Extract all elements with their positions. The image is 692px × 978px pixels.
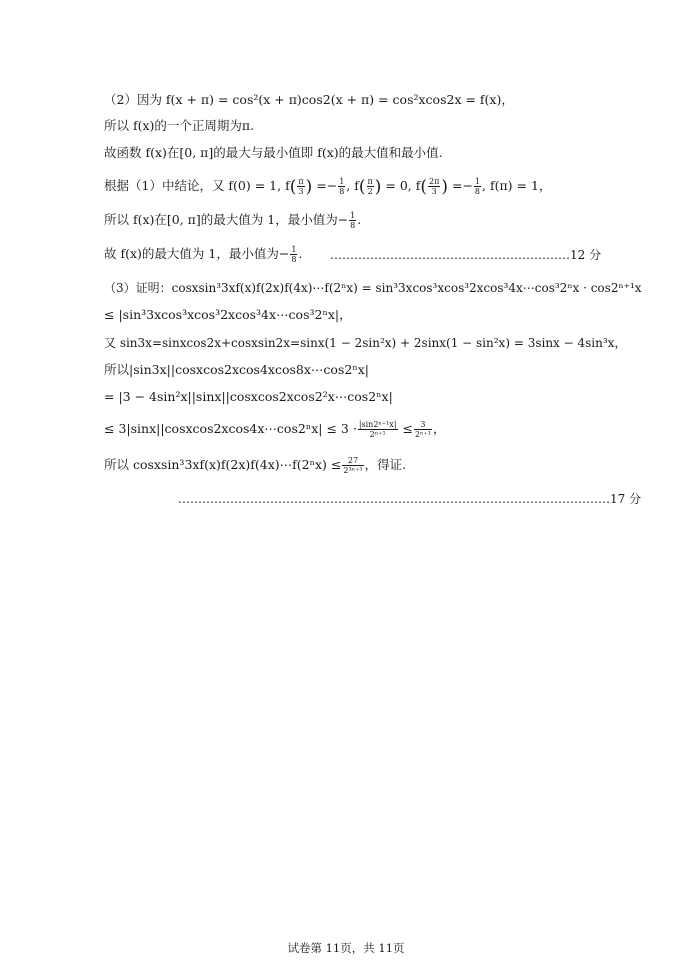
fraction: $\frac{27}{\text{2³ⁿ⁺³}}$	[343, 456, 363, 475]
line-6: 故 f(x)的最大值为 1，最小值为− $\frac{1}{8}$ .	[104, 245, 303, 264]
fraction: $\frac{\text{|sin2ⁿ⁺¹x|}}{\text{2ⁿ⁺¹}}$	[358, 420, 397, 439]
fraction: $\frac{1}{8}$	[339, 177, 345, 196]
score-17: ………………………………………………………………………………………………17 分	[178, 492, 642, 506]
fraction: $\frac{1}{8}$	[350, 211, 356, 230]
line-13: 所以 cosxsin³3xf(x)f(2x)f(4x)⋯f(2ⁿx) ≤ $\frac{27}{\text{2³ⁿ⁺³}}$ ，得证.	[104, 456, 407, 475]
fraction: $\frac{\pi}{2}$	[367, 177, 373, 196]
line-4: 根据（1）中结论，又 f(0) = 1, f( $\frac{\pi}{3}$ ) =− $\frac{1}{8}$ , f( $\frac{\pi}{2}$ ) = 0, f( $\frac{2\pi}{3}$ ) =− $\frac{1}{8}$ , f(π) = 1，	[104, 177, 552, 197]
page-footer: 试卷第 11页，共 11页	[287, 941, 405, 955]
fraction: $\frac{2\pi}{3}$	[429, 177, 440, 196]
line-5: 所以 f(x)在[0, π]的最大值为 1，最小值为− $\frac{1}{8}$ .	[104, 211, 362, 230]
fraction: $\frac{\pi}{3}$	[298, 177, 304, 196]
score-12: ……………………………………………………12 分	[330, 248, 602, 262]
line-10: 所以|sin3x||cosxcos2xcos4xcos8x⋯cos2ⁿx|	[104, 362, 369, 377]
fraction: $\frac{1}{8}$	[474, 177, 481, 196]
line-8: ≤ |sin³3xcos³xcos³2xcos³4x⋯cos³2ⁿx|，	[104, 307, 352, 322]
line-11: = |3 − 4sin²x||sinx||cosxcos2xcos2²x⋯cos2ⁿx|	[104, 389, 393, 404]
line-2: 所以 f(x)的一个正周期为π.	[104, 118, 255, 133]
line-9: 又 sin3x=sinxcos2x+cosxsin2x=sinx(1 − 2sin²x) + 2sinx(1 − sin²x) = 3sinx − 4sin³x，	[104, 336, 627, 350]
line-3: 故函数 f(x)在[0, π]的最大与最小值即 f(x)的最大值和最小值.	[104, 145, 443, 160]
line-4-text-a: 根据（1）中结论，又 f(0) = 1, f	[104, 178, 290, 193]
line-12: ≤ 3|sinx||cosxcos2xcos4x⋯cos2ⁿx| ≤ 3 · $\frac{\text{|sin2ⁿ⁺¹x|}}{\text{2ⁿ⁺¹}}$ ≤ $\frac{3}{\text{2ⁿ⁺¹}}$ ，	[104, 420, 446, 439]
line-1: （2）因为 f(x + π) = cos²(x + π)cos2(x + π) = cos²xcos2x = f(x)，	[104, 92, 514, 107]
fraction: $\frac{3}{\text{2ⁿ⁺¹}}$	[414, 420, 431, 439]
line-7: （3）证明：cosxsin³3xf(x)f(2x)f(4x)⋯f(2ⁿx) = sin³3xcos³xcos³2xcos³4x⋯cos³2ⁿx · cos2ⁿ⁺¹x	[104, 281, 642, 295]
fraction: $\frac{1}{8}$	[291, 245, 297, 264]
